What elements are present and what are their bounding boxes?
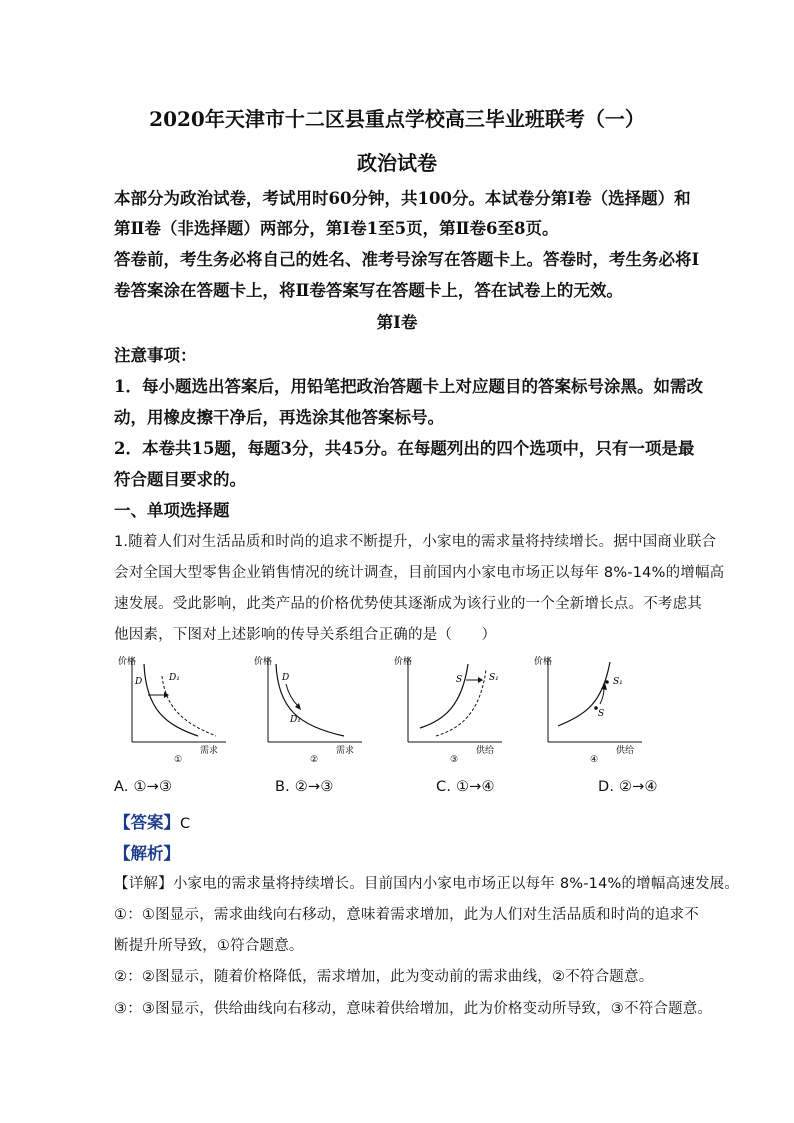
detail-label: 【详解】 — [114, 876, 173, 892]
graph-4-curve-label: S — [598, 709, 605, 719]
analysis-point-2: ②：②图显示，随着价格降低，需求增加，此为变动前的需求曲线，②不符合题意。 — [114, 969, 654, 985]
graph-1-curve-label-shifted: D₁ — [169, 673, 180, 683]
question-1-line-3: 速发展。受此影响，此类产品的价格优势使其逐渐成为该行业的一个全新增长点。不考虑其 — [114, 596, 702, 612]
answer-value: C — [180, 816, 191, 832]
detail-text: 小家电的需求量将持续增长。目前国内小家电市场正以每年 8%-14%的增幅高速发展。 — [172, 876, 740, 892]
question-1-line-1: 1.随着人们对生活品质和时尚的追求不断提升，小家电的需求量将持续增长。据中国商业联合 — [114, 534, 717, 550]
graph-1-shifted-curve — [162, 676, 216, 736]
answer-label: 【答案】 — [114, 813, 180, 832]
graph-3-y-label: 价格 — [394, 657, 413, 667]
option-c: C. ①→④ — [436, 779, 495, 795]
graph-4-x-label: 供给 — [616, 746, 635, 756]
section-title: 第Ⅰ卷 — [376, 313, 418, 332]
graph-4-number: ④ — [590, 755, 599, 765]
note-2-line-1: 2．本卷共15题，每题3分，共45分。在每题列出的四个选项中，只有一项是最 — [114, 439, 695, 458]
exam-title: 2020年天津市十二区县重点学校高三毕业班联考（一） — [149, 107, 645, 131]
graph-2 — [250, 650, 370, 774]
option-b: B. ②→③ — [275, 779, 334, 795]
graph-1-number: ① — [174, 755, 183, 765]
analysis-point-1-line-1: ①：①图显示，需求曲线向右移动，意味着需求增加，此为人们对生活品质和时尚的追求不 — [114, 907, 699, 923]
graph-1-arrow-icon — [164, 692, 169, 698]
graph-1 — [114, 650, 234, 774]
intro-line-1: 本部分为政治试卷，考试用时60分钟，共100分。本试卷分第Ⅰ卷（选择题）和 — [114, 189, 691, 208]
intro-line-4: 卷答案涂在答题卡上，将Ⅱ卷答案写在答题卡上，答在试卷上的无效。 — [114, 281, 623, 300]
graph-3-curve-label-shifted: S₁ — [489, 673, 499, 683]
graph-3-arrow-icon — [478, 677, 483, 683]
notes-heading: 注意事项： — [114, 346, 197, 365]
exam-subtitle: 政治试卷 — [357, 151, 437, 175]
graph-2-y-label: 价格 — [254, 657, 273, 667]
question-1-line-4: 他因素，下图对上述影响的传导关系组合正确的是（ ） — [114, 627, 497, 643]
analysis-label: 【解析】 — [114, 844, 180, 863]
graph-1-y-label: 价格 — [118, 657, 137, 667]
option-d: D. ②→④ — [598, 779, 658, 795]
note-1-line-1: 1．每小题选出答案后，用铅笔把政治答题卡上对应题目的答案标号涂黑。如需改 — [114, 377, 703, 396]
graph-4 — [530, 650, 650, 774]
analysis-point-1-line-2: 断提升所导致，①符合题意。 — [114, 938, 304, 954]
analysis-point-3: ③：③图显示，供给曲线向右移动，意味着供给增加，此为价格变动所导致，③不符合题意。 — [114, 1001, 713, 1017]
graph-3 — [390, 650, 510, 774]
graph-3-supply-curve — [420, 664, 468, 728]
note-2-line-2: 符合题目要求的。 — [114, 470, 246, 489]
part-heading: 一、单项选择题 — [114, 501, 230, 520]
graph-3-x-label: 供给 — [476, 746, 495, 756]
graph-4-y-label: 价格 — [534, 657, 553, 667]
graph-3-curve-label: S — [456, 675, 463, 685]
intro-line-2: 第Ⅱ卷（非选择题）两部分，第Ⅰ卷1至5页，第Ⅱ卷6至8页。 — [114, 219, 559, 238]
option-a: A. ①→③ — [114, 779, 173, 795]
analysis-detail — [114, 872, 739, 893]
graph-3-number: ③ — [450, 755, 459, 765]
graph-2-number: ② — [310, 755, 319, 765]
graph-1-x-label: 需求 — [200, 746, 219, 756]
note-1-line-2: 动，用橡皮擦干净后，再选涂其他答案标号。 — [114, 408, 444, 427]
intro-line-3: 答卷前，考生务必将自己的姓名、准考号涂写在答题卡上。答卷时，考生务必将Ⅰ — [114, 250, 700, 269]
graph-2-x-label: 需求 — [336, 746, 355, 756]
question-1-line-2: 会对全国大型零售企业销售情况的统计调查，目前国内小家电市场正以每年 8%-14%的增幅高 — [114, 565, 725, 581]
graph-2-curve-label: D — [282, 673, 290, 683]
graph-1-curve-label: D — [135, 677, 143, 687]
graph-2-curve-label-shifted: D₁ — [290, 715, 301, 725]
graph-4-curve-label-shifted: S₁ — [613, 677, 623, 687]
answer-row — [114, 809, 190, 833]
